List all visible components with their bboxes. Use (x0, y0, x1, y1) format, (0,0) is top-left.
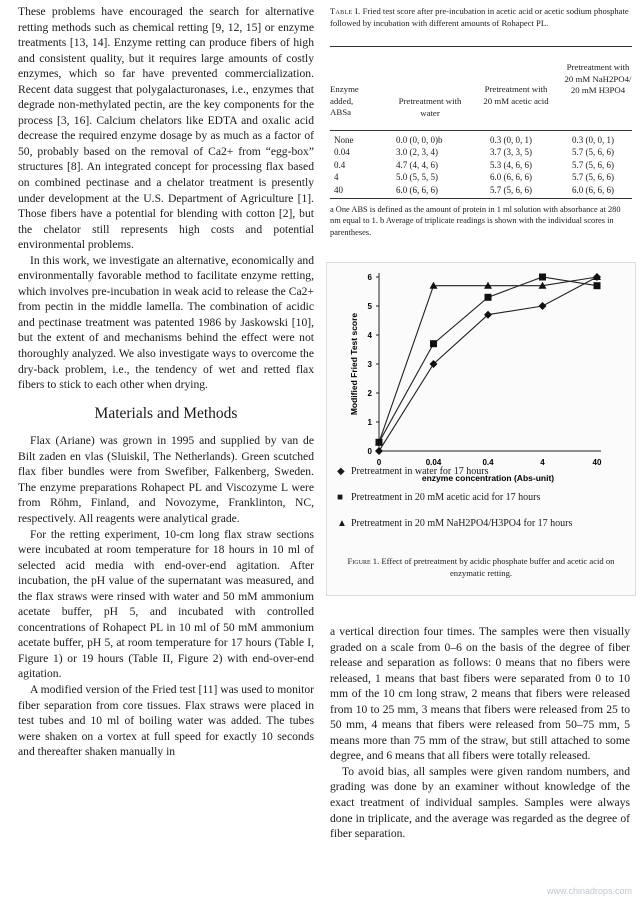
y-tick-label: 0 (367, 447, 372, 456)
table-footnote: a One ABS is defined as the amount of protein in 1 ml solution with absorbance at 280 nm equal to 1. b Average of triplicate readings is shown with the individual scores in parentheses. (330, 205, 621, 237)
y-axis-label: Modified Fried Test score (349, 312, 359, 416)
y-tick-label: 2 (367, 389, 372, 398)
table-cell: 0.04 (334, 147, 350, 158)
square-icon: ■ (337, 492, 344, 503)
data-point (430, 340, 437, 347)
table-header-water: Pretreatment with water (398, 96, 462, 118)
y-tick-label: 4 (367, 331, 372, 340)
y-tick-label: 6 (367, 273, 372, 282)
table-cell: 0.4 (334, 159, 346, 170)
section-heading: Materials and Methods (94, 404, 238, 422)
x-tick-label: 40 (592, 458, 602, 467)
table-cell: 5.7 (5, 6, 6) (490, 184, 532, 195)
table-cell: 40 (334, 184, 343, 195)
table-cell: 5.7 (5, 6, 6) (572, 159, 614, 170)
table-cell: 5.7 (5, 6, 6) (572, 172, 614, 183)
left-column (18, 4, 314, 760)
intro-paragraph-1: These problems have encouraged the search for alternative retting methods such as chemical retting [9, 12, 15] or enzyme treatments [13, 14]. Enzyme retting can produce fibers of high and consistent quality, but it requires large amounts of costly enzymes, which so far have prevented commercialization. Recent data suggest that polygalacturonases, i.e., enzymes that degrade non-methylated pectin, are the key components for the process [3, 16]. Calcium chelators like EDTA and oxalic acid decrease the required enzyme dosage by as much as a factor of 50, probably based on the removal of Ca2+ from “egg-box” structures [8]. An integrated concept for processing flax based on combined pectinase and a chelator treatment is presently under development at the U.S. Department of Agriculture [1]. Those fibers have a potential for blending with cotton [2], but the chelator still represents high costs and potential environmental problems. (18, 5, 314, 252)
table-cell: 0.3 (0, 0, 1) (490, 135, 532, 145)
watermark: www.chinadrops.com (546, 886, 632, 896)
methods-paragraph-3: A modified version of the Fried test [11] was used to monitor fiber separation from core tissues. Flax straws were placed in test tubes and 10 ml of boiling water was added. The tubes were shaken on a vortex at full speed for exactly 10 seconds and thereafter shaken manually in (18, 682, 314, 759)
table-header-acetic: Pretreatment with 20 mM acetic acid (483, 84, 549, 106)
legend-item-acetic: ■ Pretreatment in 20 mM acetic acid for 17 hours (337, 492, 541, 503)
series-line (379, 277, 597, 442)
x-tick-label: 0.4 (482, 458, 494, 467)
table-cell: 6.0 (6, 6, 6) (396, 184, 438, 195)
bias-paragraph: To avoid bias, all samples were given random numbers, and grading was done by an examiner without knowledge of the exact treatment of individual samples. Samples were always done in triplicate, and the average was regarded as the degree of fiber separation. (330, 764, 630, 841)
table-cell: 6.0 (6, 6, 6) (490, 172, 532, 183)
legend-item-water: ◆ Pretreatment in water for 17 hours (337, 466, 489, 477)
intro-paragraph-2: In this work, we investigate an alternative, economically and environmentally favorable method to facilitate enzyme retting, which involves pre-incubation in weak acid to release the Ca2+ from pectin in the middle lamella. The combination of acidic and pectinase treatment was patented 1986 by Jaskowski [10], but the extent of and mechanisms behind the effect were not thoroughly analyzed. We also investigate ways to overcome the dry-back problem, i.e., the tendency of wet and retted flax fibers to stick to each other when drying. (18, 253, 314, 392)
table-cell: 0.3 (0, 0, 1) (572, 135, 614, 145)
methods-paragraph-2: For the retting experiment, 10-cm long flax straw sections were incubated at room temperature for 18 hours in 10 ml of selected acid media with end-over-end agitation. After incubation, the pH value of the supernatant was measured, and the flax straws were rinsed with water and 50 mM ammonium acetate buffer, pH 5, and incubated with controlled concentrations of Rohapect PL in 10 ml of 50 mM ammonium acetate buffer, pH 5, at room temperature for 17 hours (Table I, Figure 1) or 19 hours (Table II, Figure 2) with end-over-end agitation. (18, 527, 314, 681)
diamond-icon: ◆ (337, 466, 345, 477)
data-point (594, 282, 601, 289)
figure-caption-label: Figure 1. (347, 556, 380, 566)
table-cell: 5.7 (5, 6, 6) (572, 147, 614, 158)
grading-paragraph: a vertical direction four times. The samples were then visually graded on a scale from 0–6 on the basis of the degree of fiber release and separation as follows: 0 means that no fibers were released, 1 means that bast fibers were separated from 0 to 10 mm of the 10 cm long straw, 2 means that fibers were released from 10 to 25 mm, 3 means that fibers were released from 25 to 50 mm, 4 means that fibers were released from 50–75 mm, 5 means more than 75 mm of the straw, but still attached to some degree, and 6 means that all fibers were totally released. (330, 625, 630, 763)
triangle-icon: ▲ (337, 518, 347, 529)
table-cell: 3.0 (2, 3, 4) (396, 147, 438, 158)
methods-paragraph-1: Flax (Ariane) was grown in 1995 and supplied by van de Bilt zaden en vlas (Sluiskil, The Netherlands). Green scutched flax fiber bundles were from Swefiber, Falkenberg, Sweden. The enzyme preparations Rohapect PL and Viscozyme L were from Röhm, Finland, and Novozyme, Franklinton, NC, respectively. All reagents were analytical grade. (18, 434, 314, 525)
table-cell: 4.7 (4, 4, 6) (396, 159, 438, 170)
data-point (375, 447, 383, 455)
table-caption-text: Fried test score after pre-incubation in acetic acid or acetic sodium phosphate followed by incubation with different amounts of Rohapect PL. (330, 6, 629, 28)
data-point (539, 302, 547, 310)
table-cell: 4 (334, 172, 339, 183)
legend-item-phosphate: ▲ Pretreatment in 20 mM NaH2PO4/H3PO4 for 17 hours (337, 518, 573, 529)
data-point (485, 294, 492, 301)
series-line (379, 277, 597, 451)
x-axis-label: enzyme concentration (Abs-unit) (421, 473, 555, 483)
table-cell: 3.7 (3, 3, 5) (490, 147, 532, 158)
y-tick-label: 5 (367, 302, 372, 311)
table-cell: 5.0 (5, 5, 5) (396, 172, 438, 183)
series-line (379, 277, 597, 442)
chart (327, 263, 635, 595)
table-caption-label: Table I. (330, 6, 361, 16)
y-tick-label: 1 (367, 418, 372, 427)
figure-caption (336, 556, 626, 579)
x-tick-label: 0.04 (425, 458, 442, 467)
table-cell: 0.0 (0, 0, 0)b (396, 135, 443, 145)
data-point (539, 274, 546, 281)
table-cell: 6.0 (6, 6, 6) (572, 184, 614, 195)
y-tick-label: 3 (367, 360, 372, 369)
table-header-enzyme: Enzyme added, ABSa (330, 84, 359, 117)
table-cell: None (334, 135, 354, 145)
table-header-phosphate: Pretreatment with 20 mM NaH2PO4/ 20 mM H3PO4 (564, 62, 632, 95)
table-caption (330, 6, 632, 29)
figure-caption-text: Effect of pretreatment by acidic phosphate buffer and acetic acid on enzymatic retting. (381, 556, 615, 578)
x-tick-label: 4 (540, 458, 545, 467)
right-lower-column (330, 624, 630, 842)
x-tick-label: 0 (376, 458, 382, 467)
figure-1 (326, 262, 636, 596)
table-cell: 5.3 (4, 6, 6) (490, 159, 532, 170)
